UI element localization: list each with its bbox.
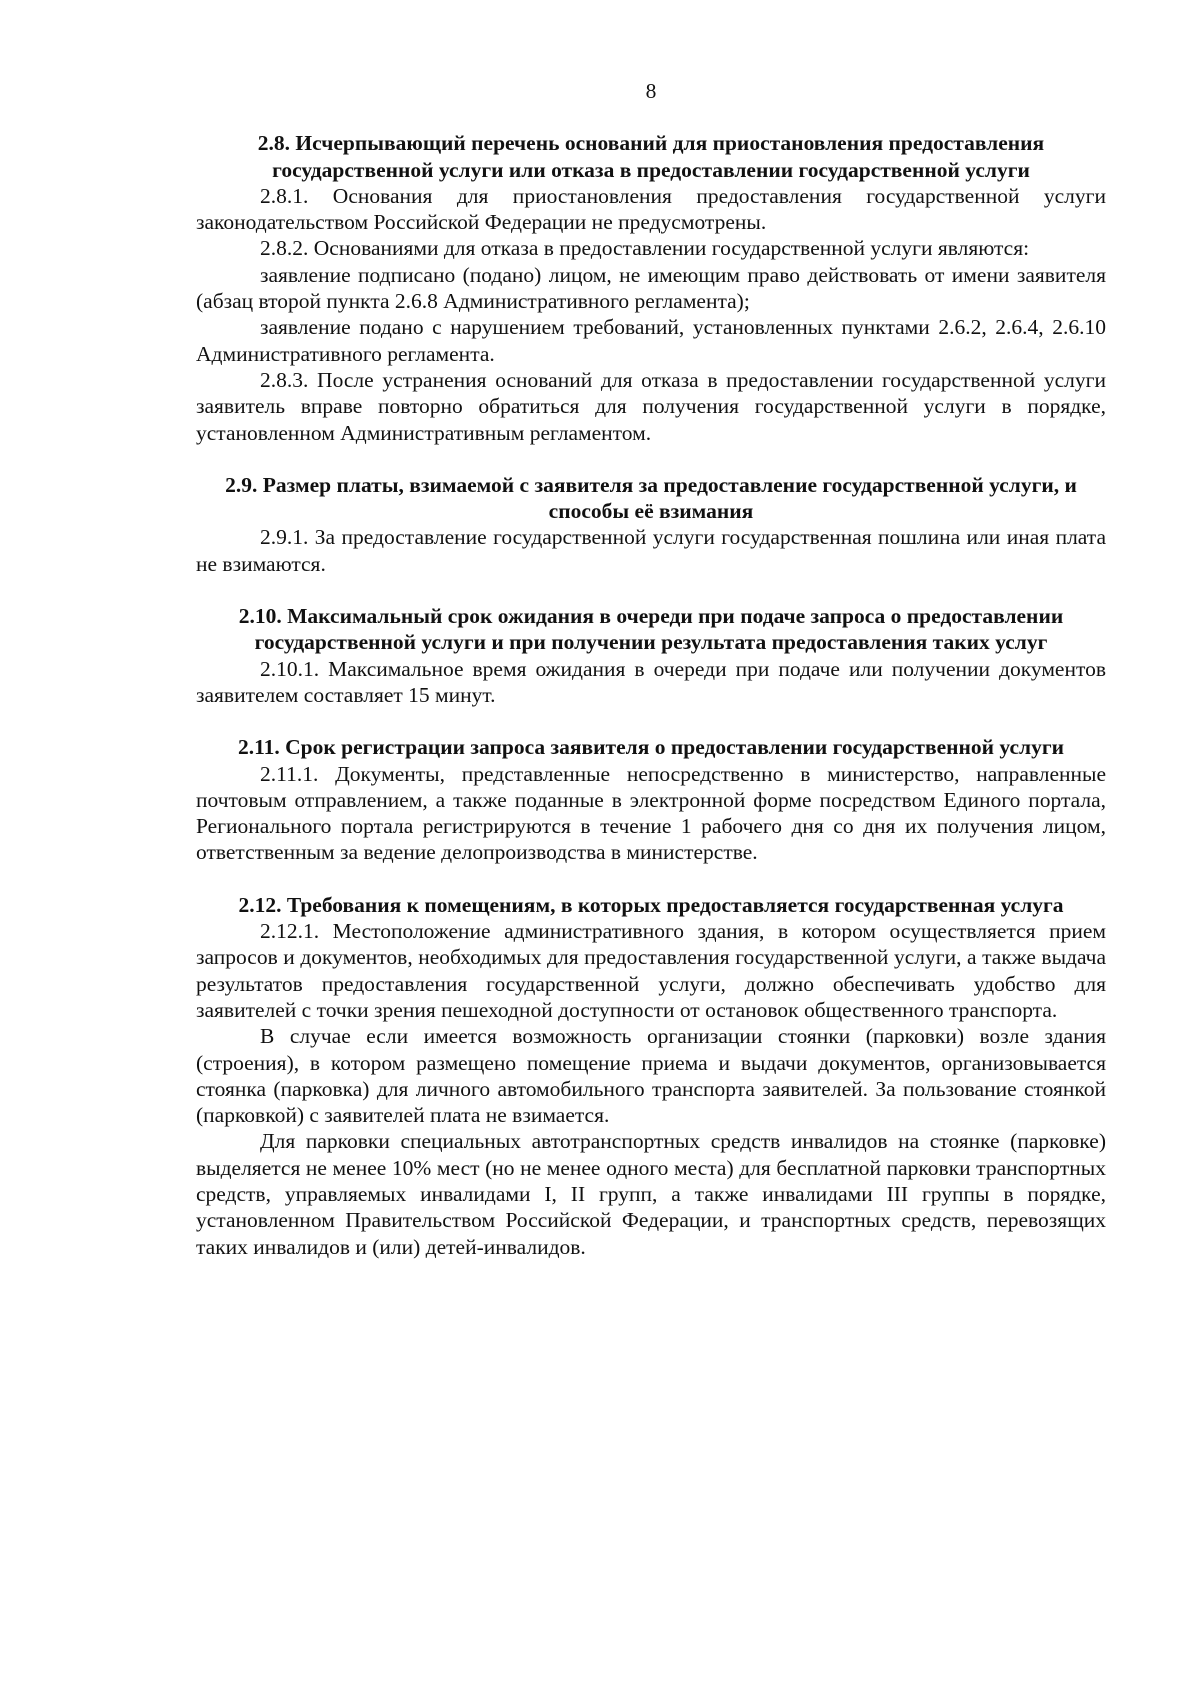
section-2-8 — [196, 130, 1106, 446]
paragraph: 2.8.2. Основаниями для отказа в предоставлении государственной услуги являются: — [260, 236, 1030, 261]
section-2-12 — [196, 892, 1106, 1260]
paragraph: заявление подано с нарушением требований, установленных пунктами 2.6.2, 2.6.4, 2.6.10 Административного регламента. — [196, 315, 1106, 366]
section-title: 2.10. Максимальный срок ожидания в очереди при подаче запроса о предоставлении государственной услуги и при получении результата предоставления таких услуг — [238, 604, 1064, 655]
section-gap — [196, 866, 1106, 892]
section-title: 2.12. Требования к помещениям, в которых предоставляется государственная услуга — [238, 892, 1064, 917]
section-title: 2.9. Размер платы, взимаемой с заявителя за предоставление государственной услуги, и способы её взимания — [225, 472, 1077, 524]
section-2-9 — [196, 472, 1106, 577]
paragraph: заявление подписано (подано) лицом, не имеющим право действовать от имени заявителя (абзац второй пункта 2.6.8 Административного регламента); — [196, 262, 1106, 314]
section-2-10 — [196, 603, 1106, 708]
paragraph: 2.8.3. После устранения оснований для отказа в предоставлении государственной услуги заявитель вправе повторно обратиться для получения государственной услуги в порядке, установленном Административным регламентом. — [196, 367, 1106, 445]
paragraph: Для парковки специальных автотранспортных средств инвалидов на стоянке (парковке) выделяется не менее 10% мест (но не менее одного места) для бесплатной парковки транспортных средств, управляемых инвалидами I, II групп, а также инвалидами III группы в порядке, установленном Правительством Российской Федерации, и транспортных средств, перевозящих таких инвалидов и (или) детей-инвалидов. — [196, 1129, 1106, 1259]
paragraph: 2.11.1. Документы, представленные непосредственно в министерство, направленные почтовым отправлением, а также поданные в электронной форме посредством Единого портала, Регионального портала регистрируются в течение 1 рабочего дня со дня их получения лицом, ответственным за ведение делопроизводства в министерстве. — [196, 761, 1106, 865]
section-2-11 — [196, 734, 1106, 865]
paragraph: 2.10.1. Максимальное время ожидания в очереди при подаче или получении документов заявителем составляет 15 минут. — [196, 656, 1106, 707]
section-title: 2.8. Исчерпывающий перечень оснований для приостановления предоставления государственной услуги или отказа в предоставлении государственной услуги — [257, 131, 1045, 182]
document-page — [196, 78, 1106, 1260]
page-number: 8 — [645, 79, 657, 103]
section-gap — [196, 708, 1106, 734]
section-title: 2.11. Срок регистрации запроса заявителя о предоставлении государственной услуги — [237, 735, 1065, 760]
paragraph: В случае если имеется возможность организации стоянки (парковки) возле здания (строения), в котором размещено помещение приема и выдачи документов, организовывается стоянка (парковка) для личного автомобильного транспорта заявителей. За пользование стоянкой (парковкой) с заявителей плата не взимается. — [196, 1024, 1106, 1128]
section-gap — [196, 577, 1106, 603]
section-gap — [196, 446, 1106, 472]
paragraph: 2.8.1. Основания для приостановления предоставления государственной услуги законодательством Российской Федерации не предусмотрены. — [196, 183, 1106, 235]
paragraph: 2.9.1. За предоставление государственной услуги государственная пошлина или иная плата не взимаются. — [196, 525, 1106, 576]
paragraph: 2.12.1. Местоположение административного здания, в котором осуществляется прием запросов и документов, необходимых для предоставления государственной услуги, а также выдача результатов предоставления государственной услуги, должно обеспечивать удобство для заявителей с точки зрения пешеходной доступности от остановок общественного транспорта. — [196, 919, 1106, 1022]
